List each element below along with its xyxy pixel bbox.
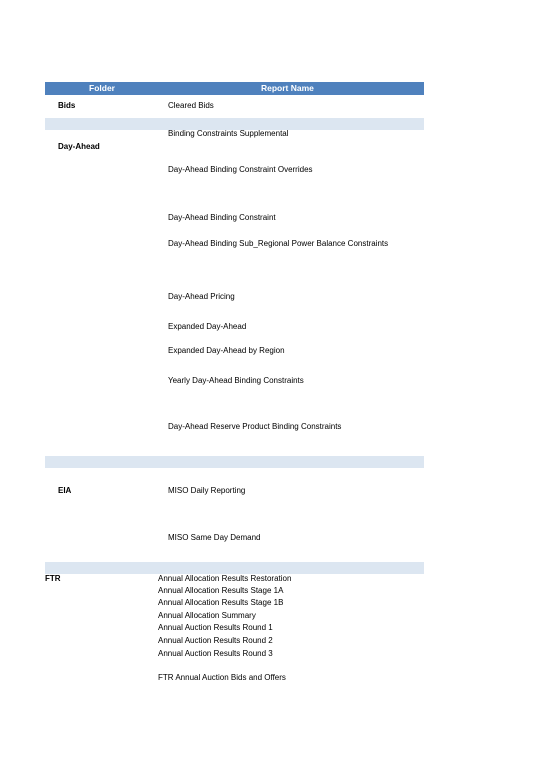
report-item: Annual Allocation Results Restoration: [158, 574, 292, 583]
separator-band: [45, 562, 424, 574]
folder-bids: Bids: [58, 101, 76, 110]
report-item: MISO Daily Reporting: [168, 486, 246, 495]
report-item: Day-Ahead Reserve Product Binding Constraints: [168, 422, 342, 431]
table-header: [45, 82, 424, 95]
report-item: Day-Ahead Pricing: [168, 292, 235, 301]
report-item: Expanded Day-Ahead by Region: [168, 346, 285, 355]
report-item: Day-Ahead Binding Constraint: [168, 213, 276, 222]
folder-column-header: Folder: [89, 83, 115, 93]
report-item: Annual Allocation Summary: [158, 611, 256, 620]
report-item: Annual Allocation Results Stage 1B: [158, 598, 284, 607]
folder-ftr: FTR: [45, 574, 61, 583]
report-item: Annual Auction Results Round 2: [158, 636, 273, 645]
separator-band: [45, 456, 424, 468]
report-item: Expanded Day-Ahead: [168, 322, 247, 331]
report-item: Yearly Day-Ahead Binding Constraints: [168, 376, 304, 385]
folder-day-ahead: Day-Ahead: [58, 142, 100, 151]
report-cleared-bids: Cleared Bids: [168, 101, 214, 110]
report-item: Annual Auction Results Round 1: [158, 623, 273, 632]
report-item: Day-Ahead Binding Sub_Regional Power Balance Constraints: [168, 239, 389, 248]
folder-eia: EIA: [58, 486, 72, 495]
report-item: Binding Constraints Supplemental: [168, 129, 289, 138]
report-item: Day-Ahead Binding Constraint Overrides: [168, 165, 313, 174]
report-item: FTR Annual Auction Bids and Offers: [158, 673, 286, 682]
report-item: Annual Auction Results Round 3: [158, 649, 273, 658]
report-item: MISO Same Day Demand: [168, 533, 261, 542]
report-item: Annual Allocation Results Stage 1A: [158, 586, 284, 595]
report-name-column-header: Report Name: [261, 83, 314, 93]
